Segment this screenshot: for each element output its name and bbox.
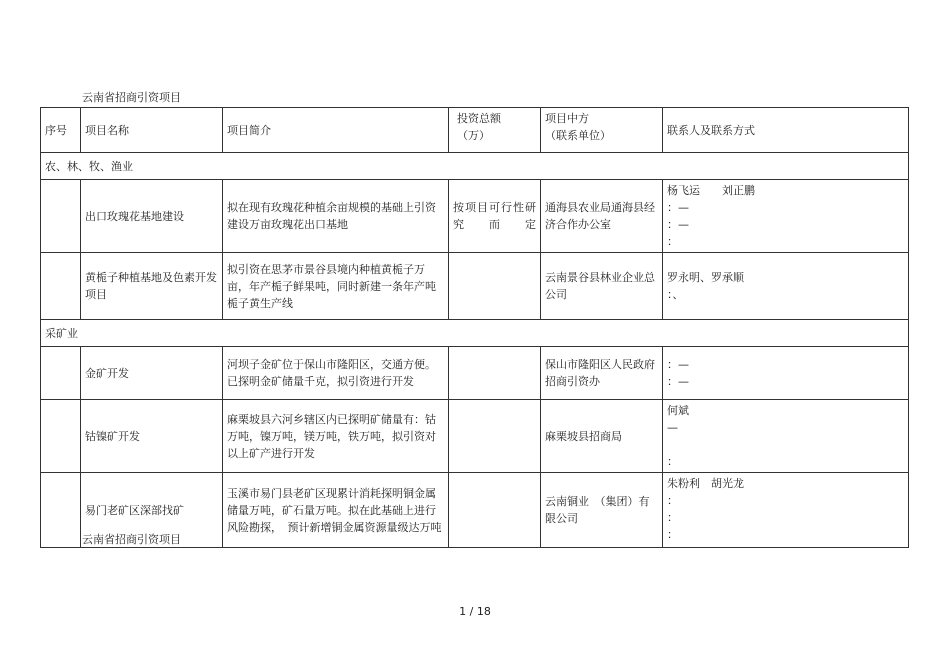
contact-line: ：、 xyxy=(667,288,684,301)
table-row xyxy=(41,253,909,320)
contact-line: — xyxy=(667,421,678,434)
row-brief: 拟引资在思茅市景谷县境内种植黄栀子万亩，年产栀子鲜果吨，同时新建一条年产吨栀子黄生产线 xyxy=(223,253,449,320)
row-name: 金矿开发 xyxy=(81,347,223,400)
row-invest: 按项目可行性研究而定 xyxy=(449,180,541,253)
contact-line: ：— xyxy=(667,218,689,231)
row-party: 云南景谷县林业企业总公司 xyxy=(541,253,663,320)
row-invest xyxy=(449,473,541,548)
contact-line: ： xyxy=(667,511,678,524)
contact-line: ： xyxy=(667,235,678,248)
row-name: 出口玫瑰花基地建设 xyxy=(81,180,223,253)
row-brief: 河坝子金矿位于保山市隆阳区，交通方便。已探明金矿储量千克，拟引资进行开发 xyxy=(223,347,449,400)
contact-line: 朱粉利 胡光龙 xyxy=(667,477,744,490)
table-row xyxy=(41,400,909,473)
header-party-line1: 项目中方 xyxy=(545,112,589,125)
row-contact xyxy=(663,347,909,400)
row-no xyxy=(41,180,81,253)
row-brief: 麻栗坡县六河乡辖区内已探明矿储量有：钴万吨，镍万吨，镁万吨，铁万吨，拟引资对以上矿产进行开发 xyxy=(223,400,449,473)
row-no xyxy=(41,400,81,473)
row-no xyxy=(41,253,81,320)
row-party: 保山市隆阳区人民政府招商引资办 xyxy=(541,347,663,400)
category-label: 采矿业 xyxy=(41,320,909,347)
row-contact xyxy=(663,400,909,473)
row-no xyxy=(41,473,81,548)
document-title-repeat: 云南省招商引资项目 xyxy=(82,533,181,546)
header-invest xyxy=(449,108,541,153)
table-row xyxy=(41,347,909,400)
contact-line xyxy=(667,436,904,453)
document-title: 云南省招商引资项目 xyxy=(82,91,181,104)
category-row-agri xyxy=(41,153,909,180)
row-brief: 拟在现有玫瑰花种植余亩规模的基础上引资建设万亩玫瑰花出口基地 xyxy=(223,180,449,253)
contact-line: ：— xyxy=(667,201,689,214)
header-name: 项目名称 xyxy=(81,108,223,153)
contact-line: 杨飞运 刘正鹏 xyxy=(667,184,755,197)
row-name: 易门老矿区深部找矿 xyxy=(81,473,223,548)
investment-projects-table xyxy=(40,107,909,548)
header-no: 序号 xyxy=(41,108,81,153)
header-party-line2: （联系单位） xyxy=(545,129,611,142)
category-label: 农、林、牧、渔业 xyxy=(41,153,909,180)
row-party: 麻栗坡县招商局 xyxy=(541,400,663,473)
contact-line: ： xyxy=(667,494,678,507)
contact-line: 罗永明、罗承顺 xyxy=(667,271,744,284)
header-contact: 联系人及联系方式 xyxy=(663,108,909,153)
header-invest-line1: 投资总额 xyxy=(457,112,501,125)
row-party: 云南铜业 （集团）有限公司 xyxy=(541,473,663,548)
contact-line: ： xyxy=(667,528,678,541)
row-invest xyxy=(449,400,541,473)
table-header-row xyxy=(41,108,909,153)
page-number: 1 / 18 xyxy=(459,605,491,618)
row-invest xyxy=(449,347,541,400)
row-invest xyxy=(449,253,541,320)
row-name: 钴镍矿开发 xyxy=(81,400,223,473)
row-party: 通海县农业局通海县经济合作办公室 xyxy=(541,180,663,253)
row-name: 黄栀子种植基地及色素开发项目 xyxy=(81,253,223,320)
row-contact xyxy=(663,473,909,548)
category-row-mining xyxy=(41,320,909,347)
row-contact xyxy=(663,180,909,253)
header-party xyxy=(541,108,663,153)
table-row xyxy=(41,180,909,253)
contact-line: ： xyxy=(667,455,678,468)
contact-line: ：— xyxy=(667,375,689,388)
row-contact xyxy=(663,253,909,320)
contact-line: ：— xyxy=(667,358,689,371)
contact-line: 何斌 xyxy=(667,404,689,417)
header-brief: 项目简介 xyxy=(223,108,449,153)
row-brief: 玉溪市易门县老矿区现累计消耗探明铜金属储量万吨，矿石量万吨。拟在此基础上进行风险勘探， 预计新增铜金属资源量级达万吨 xyxy=(223,473,449,548)
header-invest-line2: （万） xyxy=(457,129,490,142)
row-no xyxy=(41,347,81,400)
